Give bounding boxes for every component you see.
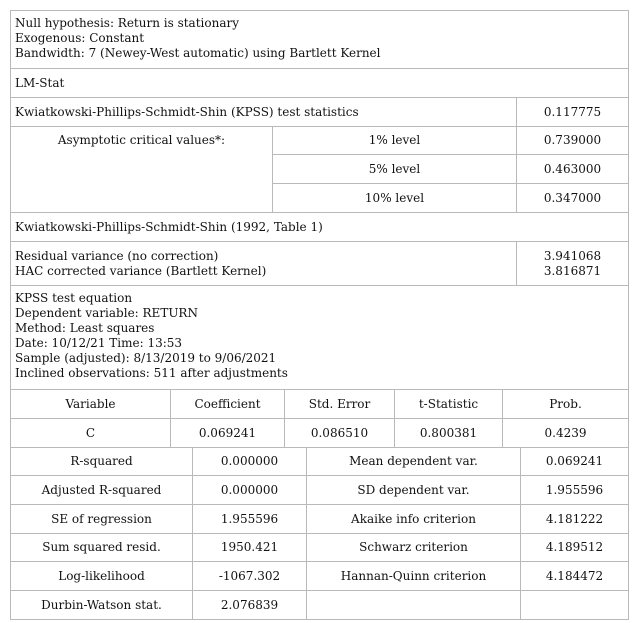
stat-value: 4.184472: [521, 562, 629, 591]
stats-row: [11, 448, 629, 476]
stat-label: SD dependent var.: [307, 476, 521, 505]
col-variable: Variable: [11, 390, 171, 419]
bandwidth: Bandwidth: 7 (Newey-West automatic) using Bartlett Kernel: [15, 46, 381, 60]
kpss-stat-label: Kwiatkowski-Phillips-Schmidt-Shin (KPSS) test statistics: [11, 98, 517, 127]
critical-values-label: Asymptotic critical values*:: [11, 127, 273, 213]
stat-label: Durbin-Watson stat.: [11, 591, 193, 620]
residual-variance-label: Residual variance (no correction): [15, 248, 219, 263]
stat-value-empty: [521, 591, 629, 620]
hypothesis-block: [11, 11, 629, 69]
col-coefficient: Coefficient: [171, 390, 285, 419]
kpss-stat-value: 0.117775: [517, 98, 629, 127]
coef-variable: C: [11, 419, 171, 448]
level-10pct-value: 0.347000: [517, 184, 629, 213]
kpss-main-table: [10, 10, 629, 390]
stat-value: 4.189512: [521, 534, 629, 562]
residual-variance-value: 3.941068: [543, 248, 602, 263]
col-prob: Prob.: [503, 390, 629, 419]
stat-label: SE of regression: [11, 505, 193, 534]
stats-row: [11, 591, 629, 620]
coef-std-error: 0.086510: [285, 419, 395, 448]
col-std-error: Std. Error: [285, 390, 395, 419]
stat-value: 0.000000: [193, 448, 307, 476]
stat-value: 2.076839: [193, 591, 307, 620]
regression-stats-table: [10, 447, 629, 620]
critical-source: Kwiatkowski-Phillips-Schmidt-Shin (1992, Table 1): [11, 213, 629, 242]
stat-value: 4.181222: [521, 505, 629, 534]
stat-label-empty: [307, 591, 521, 620]
stats-row: [11, 505, 629, 534]
stat-value: 0.000000: [193, 476, 307, 505]
stat-value: 0.069241: [521, 448, 629, 476]
hac-variance-label: HAC corrected variance (Bartlett Kernel): [15, 263, 267, 278]
equation-block: [11, 286, 629, 390]
stats-row: [11, 534, 629, 562]
stat-value: 1.955596: [193, 505, 307, 534]
stat-value: 1950.421: [193, 534, 307, 562]
stat-label: Akaike info criterion: [307, 505, 521, 534]
variance-labels: [11, 242, 517, 286]
stat-label: Mean dependent var.: [307, 448, 521, 476]
level-1pct-value: 0.739000: [517, 127, 629, 155]
stat-value: 1.955596: [521, 476, 629, 505]
coef-value: 0.069241: [171, 419, 285, 448]
stats-row: [11, 562, 629, 591]
stat-label: Adjusted R-squared: [11, 476, 193, 505]
lm-stat-label: LM-Stat: [11, 69, 629, 98]
col-t-statistic: t-Statistic: [395, 390, 503, 419]
kpss-output: [10, 10, 628, 620]
stat-label: Sum squared resid.: [11, 534, 193, 562]
level-10pct-label: 10% level: [273, 184, 517, 213]
stat-label: Hannan-Quinn criterion: [307, 562, 521, 591]
hac-variance-value: 3.816871: [543, 263, 602, 278]
variance-values: [517, 242, 629, 286]
stat-label: Schwarz criterion: [307, 534, 521, 562]
stat-label: Log-likelihood: [11, 562, 193, 591]
method: Method: Least squares: [15, 321, 155, 335]
level-5pct-value: 0.463000: [517, 155, 629, 184]
null-hypothesis: Null hypothesis: Return is stationary: [15, 16, 239, 30]
dependent-variable: Dependent variable: RETURN: [15, 306, 198, 320]
exogenous: Exogenous: Constant: [15, 31, 145, 45]
sample: Sample (adjusted): 8/13/2019 to 9/06/2021: [15, 351, 277, 365]
level-1pct-label: 1% level: [273, 127, 517, 155]
stat-label: R-squared: [11, 448, 193, 476]
coef-prob: 0.4239: [503, 419, 629, 448]
observations: Inclined observations: 511 after adjustments: [15, 366, 288, 380]
stats-row: [11, 476, 629, 505]
level-5pct-label: 5% level: [273, 155, 517, 184]
stat-value: -1067.302: [193, 562, 307, 591]
coefficient-table: [10, 389, 629, 448]
equation-title: KPSS test equation: [15, 291, 133, 305]
date-time: Date: 10/12/21 Time: 13:53: [15, 336, 183, 350]
coef-t-statistic: 0.800381: [395, 419, 503, 448]
